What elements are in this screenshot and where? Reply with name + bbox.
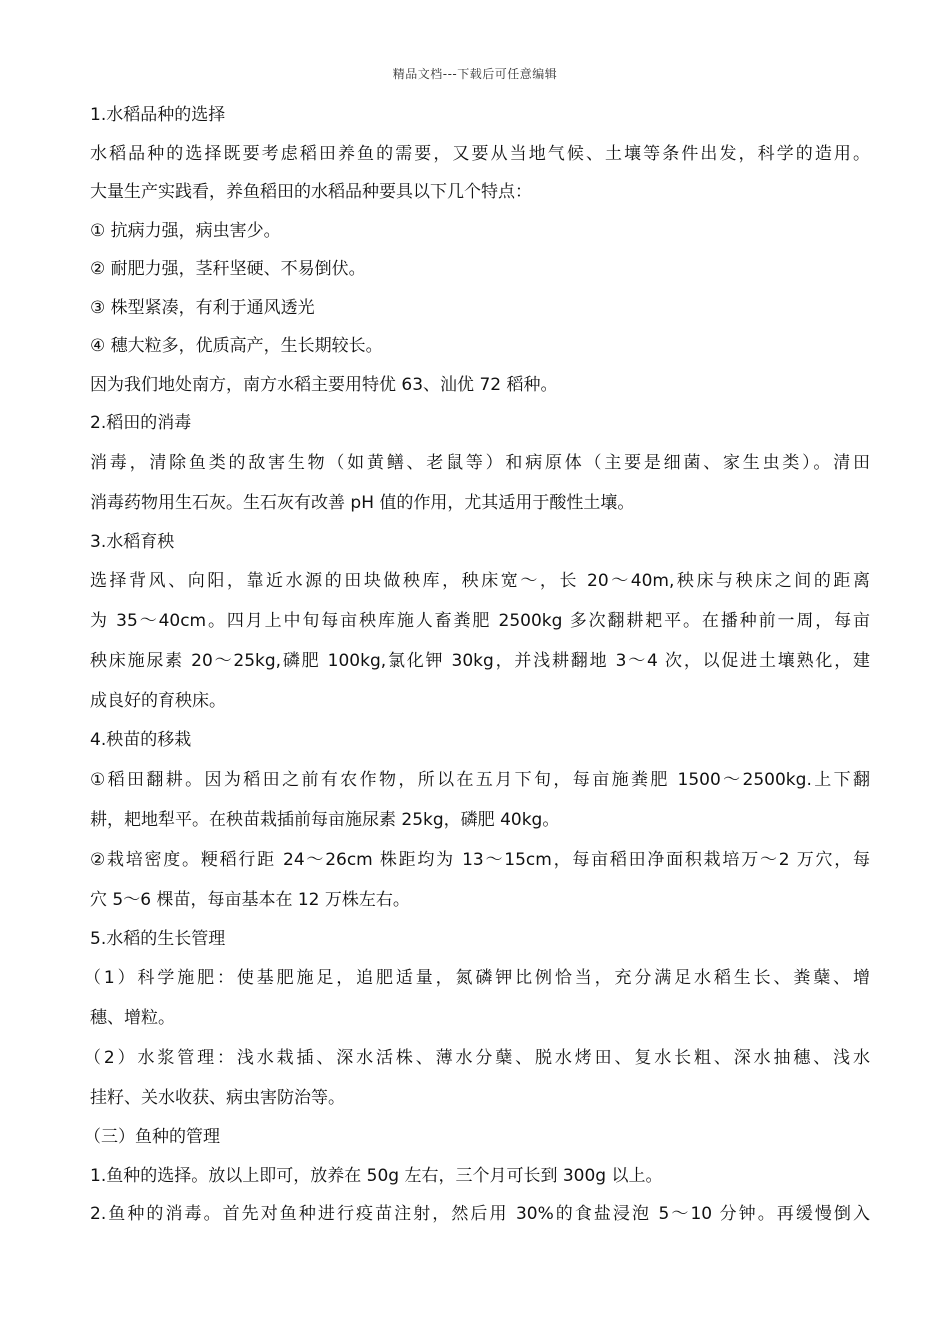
text-line: （2）水浆管理：浅水栽插、深水活株、薄水分蘖、脱水烤田、复水长粗、深水抽穗、浅水 — [84, 1048, 870, 1068]
text-line: 大量生产实践看，养鱼稻田的水稻品种要具以下几个特点： — [90, 182, 532, 202]
text-line: ①稻田翻耕。因为稻田之前有农作物，所以在五月下旬，每亩施粪肥 1500～2500kg.上下翻 — [90, 769, 870, 790]
text-line: 因为我们地处南方，南方水稻主要用特优 63、汕优 72 稻种。 — [90, 374, 558, 395]
text-line: ②栽培密度。粳稻行距 24～26cm 株距均为 13～15cm，每亩稻田净面积栽培万～2 万穴，每 — [90, 849, 870, 870]
text-line: 2.鱼种的消毒。首先对鱼种进行疫苗注射，然后用 30%的食盐浸泡 5～10 分钟。再缓慢倒入 — [90, 1204, 870, 1224]
document-body — [84, 96, 870, 1234]
section-heading: 5.水稻的生长管理 — [90, 928, 226, 949]
section-heading: 2.稻田的消毒 — [90, 413, 192, 433]
text-line: 消毒，清除鱼类的敌害生物（如黄鳝、老鼠等）和病原体（主要是细菌、家生虫类）。清田 — [90, 452, 870, 473]
text-line: 穴 5～6 棵苗，每亩基本在 12 万株左右。 — [90, 889, 410, 910]
text-line: 成良好的育秧床。 — [90, 691, 226, 711]
text-line: 消毒药物用生石灰。生石灰有改善 pH 值的作用，尤其适用于酸性土壤。 — [90, 492, 635, 513]
text-line: 挂籽、关水收获、病虫害防治等。 — [90, 1088, 345, 1108]
text-line: 选择背风、向阳，靠近水源的田块做秧库，秧床宽～，长 20～40m,秧床与秧床之间的距离 — [90, 571, 870, 591]
text-line: 耕，耙地犁平。在秧苗栽插前每亩施尿素 25kg，磷肥 40kg。 — [90, 809, 560, 830]
text-line: 水稻品种的选择既要考虑稻田养鱼的需要，又要从当地气候、土壤等条件出发，科学的造用。 — [90, 143, 870, 164]
page-header-watermark: 精品文档---下载后可任意编辑 — [392, 67, 558, 81]
text-line: ① 抗病力强，病虫害少。 — [90, 220, 281, 241]
section-heading: （三）鱼种的管理 — [84, 1127, 220, 1147]
text-line: 1.鱼种的选择。放以上即可，放养在 50g 左右，三个月可长到 300g 以上。 — [90, 1165, 663, 1186]
section-heading: 4.秧苗的移栽 — [90, 730, 192, 750]
text-line: （1）科学施肥：使基肥施足，追肥适量，氮磷钾比例恰当，充分满足水稻生长、粪蘖、增 — [84, 968, 870, 988]
text-line: ③ 株型紧凑，有利于通风透光 — [90, 297, 315, 318]
text-line: 1.水稻品种的选择 — [90, 105, 226, 125]
text-line: 穗、增粒。 — [90, 1008, 175, 1028]
text-line: ② 耐肥力强，茎秆坚硬、不易倒伏。 — [90, 259, 366, 279]
section-heading: 3.水稻育秧 — [90, 531, 175, 552]
text-line: 秧床施尿素 20～25kg,磷肥 100kg,氯化钾 30kg，并浅耕翻地 3～4 次，以促进土壤熟化，建 — [90, 651, 870, 671]
text-line: 为 35～40cm。四月上中旬每亩秧库施人畜粪肥 2500kg 多次翻耕耙平。在播种前一周，每亩 — [90, 611, 870, 631]
text-line: ④ 穗大粒多，优质高产，生长期较长。 — [90, 336, 383, 356]
